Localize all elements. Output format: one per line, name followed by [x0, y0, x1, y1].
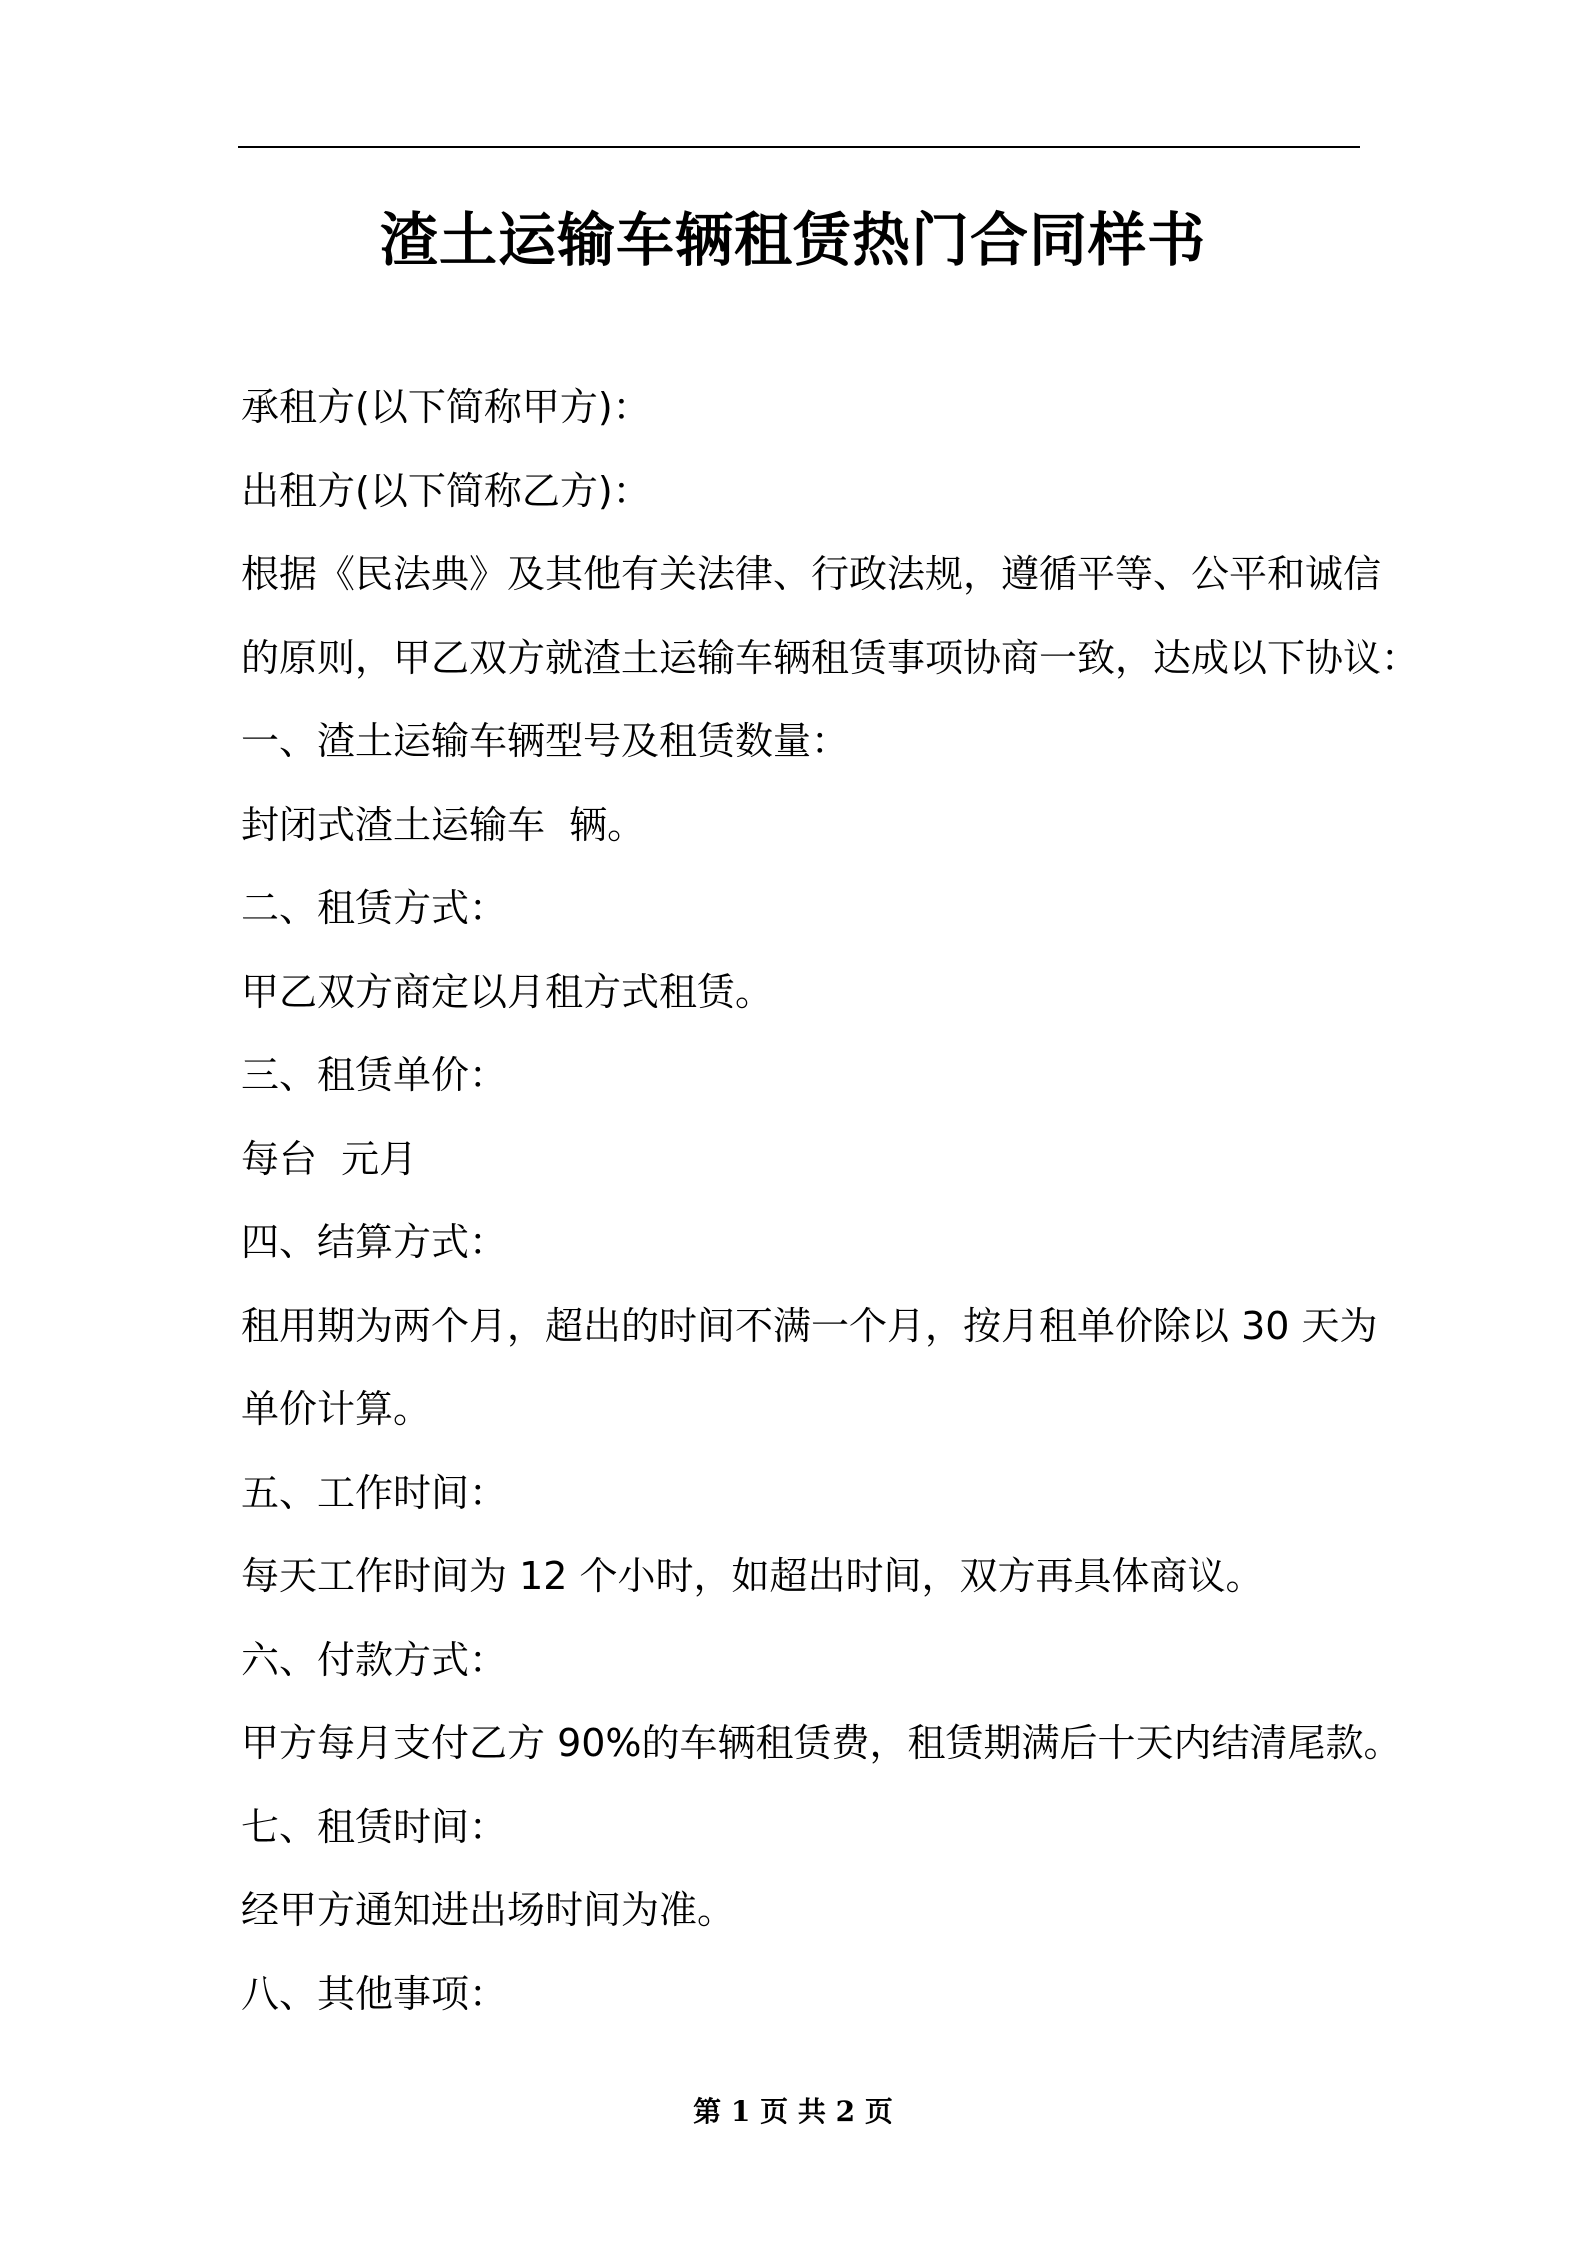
document-title: 渣土运输车辆租赁热门合同样书 [379, 206, 1206, 274]
lessor-line: 出租方(以下简称乙方)： [241, 468, 651, 513]
lessee-line: 承租方(以下简称甲方)： [241, 385, 651, 429]
section-4-text-1: 租用期为两个月，超出的时间不满一个月，按月租单价除以 30 天为 [241, 1303, 1378, 1348]
section-1-heading: 一、渣土运输车辆型号及租赁数量： [241, 719, 850, 763]
header-rule [238, 146, 1360, 148]
preamble-line-1: 根据《民法典》及其他有关法律、行政法规，遵循平等、公平和诚信 [241, 552, 1382, 596]
section-1-text: 封闭式渣土运输车 辆。 [241, 802, 646, 847]
section-5-heading: 五、工作时间： [241, 1470, 508, 1515]
section-2-text: 甲乙双方商定以月租方式租赁。 [241, 969, 774, 1014]
section-3-heading: 三、租赁单价： [241, 1053, 508, 1097]
section-5-text: 每天工作时间为 12 个小时，如超出时间，双方再具体商议。 [241, 1554, 1264, 1598]
preamble-line-2: 的原则，甲乙双方就渣土运输车辆租赁事项协商一致，达成以下协议： [241, 635, 1420, 680]
document-body [241, 366, 1420, 2036]
page-number-footer: 第 1 页 共 2 页 [693, 2095, 893, 2128]
section-4-text-2: 单价计算。 [241, 1387, 432, 1431]
section-7-heading: 七、租赁时间： [241, 1804, 508, 1849]
section-8-heading: 八、其他事项： [241, 1971, 508, 2016]
section-4-heading: 四、结算方式： [241, 1220, 508, 1264]
section-7-text: 经甲方通知进出场时间为准。 [241, 1888, 736, 1932]
section-6-text: 甲方每月支付乙方 90%的车辆租赁费，租赁期满后十天内结清尾款。 [241, 1721, 1402, 1765]
section-2-heading: 二、租赁方式： [241, 886, 508, 930]
section-3-text: 每台 元月 [241, 1136, 418, 1181]
section-6-heading: 六、付款方式： [241, 1637, 508, 1682]
